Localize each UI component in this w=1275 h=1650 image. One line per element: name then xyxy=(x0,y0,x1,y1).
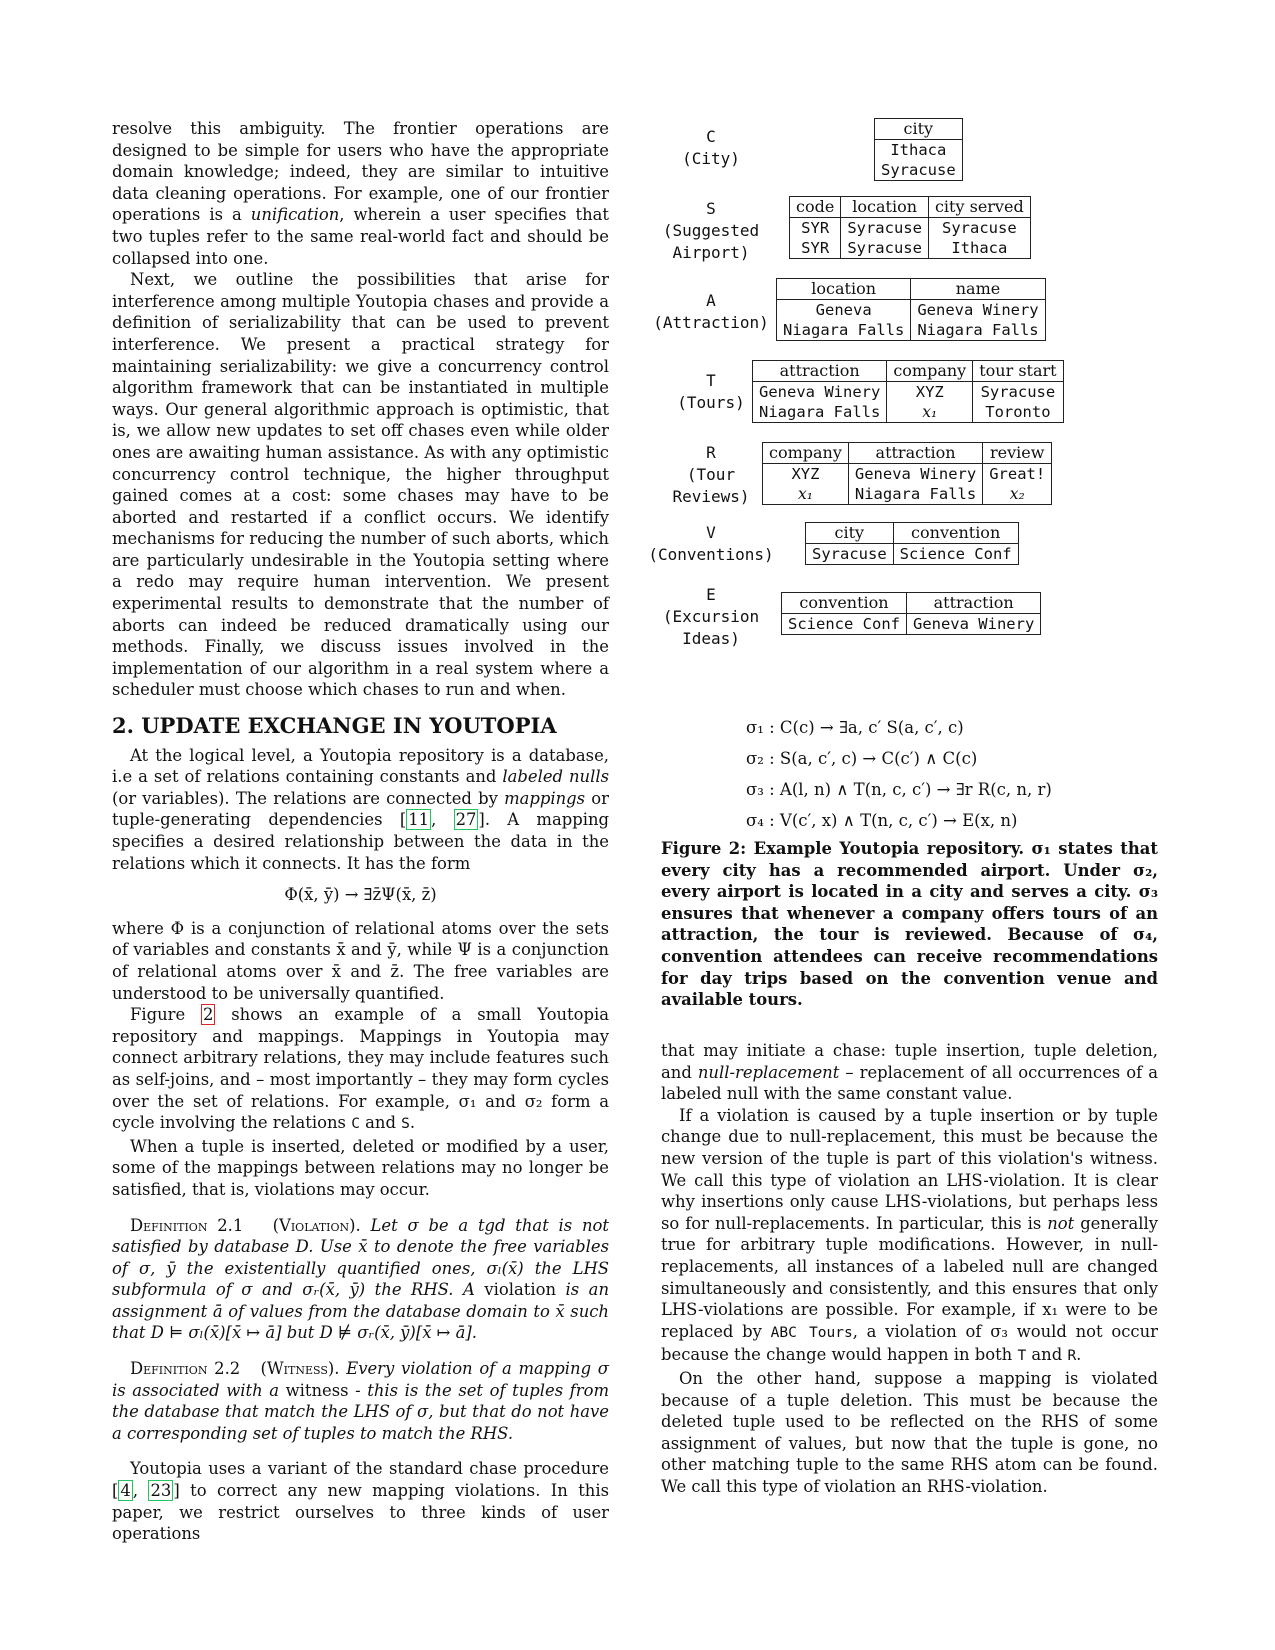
relation-label-s: S (Suggested Airport) xyxy=(662,199,760,262)
term-unification: unification xyxy=(250,205,340,225)
rule-sigma-1: σ₁ : C(c) → ∃a, c′ S(a, c′, c) xyxy=(746,718,964,737)
right-column-text xyxy=(661,1040,1158,1497)
relation-label-c: C (City) xyxy=(682,127,740,168)
paragraph-figure-ref: Figure 2 shows an example of a small Youtopia repository and mappings. Mappings in Youtopia may connect arbitrary relations, they may include features such as self-joins, and – most importantly – they may form cycles over the set of relations. For example, σ₁ and σ₂ form a cycle involving the relations C and S. xyxy=(112,1005,609,1133)
table-excursion-ideas: convention attraction Science Conf Geneva Winery xyxy=(781,592,1041,635)
table-tours: attraction company tour start Geneva Winery XYZ Syracuse Niagara Falls x₁ Toronto xyxy=(752,360,1064,423)
paragraph-interference: Next, we outline the possibilities that arise for interference among multiple Youtopia chases and provide a definition of serializability that can be used to prevent interference. We present a practical strategy for maintaining serializability: we give a concurrency control algorithm framework that can be instantiated in multiple ways. Our general algorithmic approach is optimistic, that is, we allow new updates to set off chases even while older ones are awaiting human assistance. As with any optimistic concurrency control technique, the higher throughput gained comes at a cost: some chases may have to be aborted and restarted if a conflict occurs. We identify mechanisms for reducing the number of such aborts, which are particularly undesirable in the Youtopia setting where a redo may require human intervention. We present experimental results to demonstrate that the number of aborts can indeed be reduced dramatically using our methods. Finally, we discuss issues involved in the implementation of our algorithm in a real system where a scheduler must choose which chases to run and when. xyxy=(112,270,609,700)
table-tour-reviews: company attraction review XYZ Geneva Winery Great! x₁ Niagara Falls x₂ xyxy=(762,442,1052,505)
paragraph-rhs-violation: On the other hand, suppose a mapping is violated because of a tuple deletion. This must be because the deleted tuple used to be reflected on the RHS of some assignment of values, but now that the tuple is gone, no other matching tuple to the same RHS atom can be found. We call this type of violation an RHS-violation. xyxy=(661,1368,1158,1496)
section-heading: 2. UPDATE EXCHANGE IN YOUTOPIA xyxy=(112,713,557,739)
citation-link[interactable]: 11 xyxy=(408,810,430,830)
citation-link[interactable]: 23 xyxy=(150,1481,172,1501)
paragraph-chase: Youtopia uses a variant of the standard chase procedure [ 4 , 23 ] to correct any new mapping violations. In this paper, we restrict ourselves to three kinds of user operations xyxy=(112,1459,610,1544)
relation-label-e: E (Excursion Ideas) xyxy=(662,585,760,648)
relation-label-a: A (Attraction) xyxy=(653,291,769,332)
rule-sigma-3: σ₃ : A(l, n) ∧ T(n, c, c′) → ∃r R(c, n, r) xyxy=(746,780,1052,799)
table-conventions: city convention Syracuse Science Conf xyxy=(805,522,1019,565)
paragraph-operations: that may initiate a chase: tuple insertion, tuple deletion, and null-replacement – replacement of all occurrences of a labeled null with the same constant value. xyxy=(661,1041,1159,1104)
table-attraction: location name Geneva Geneva Winery Niagara Falls Niagara Falls xyxy=(776,278,1046,341)
table-city: city Ithaca Syracuse xyxy=(874,118,963,181)
paragraph-lhs-violation: If a violation is caused by a tuple insertion or by tuple change due to null-replacement, this must be because the new version of the tuple is part of this violation's witness. We call this type of violation an LHS-violation. It is clear why insertions only cause LHS-violations, but perhaps less so for null-replacements. In particular, this is not generally true for arbitrary tuple modifications. However, in null-replacements, all instances of a labeled null are changed simultaneously and consistently, and this ensures that only LHS-violations are possible. For example, if x₁ were to be replaced by ABC Tours, a violation of σ₃ would not occur because the change would happen in both T and R. xyxy=(661,1105,1158,1365)
relation-label-t: T (Tours) xyxy=(677,371,745,412)
paragraph-logical-level: At the logical level, a Youtopia repository is a database, i.e a set of relations containing constants and labeled nulls (or variables). The relations are connected by mappings or tuple-generating dependencies [ 11 , 27 ]. A mapping specifies a desired relationship between the data in the relations which it connects. It has the form xyxy=(112,745,609,873)
table-suggested-airport: code location city served SYR Syracuse Syracuse SYR Syracuse Ithaca xyxy=(789,196,1031,259)
figure-link[interactable]: 2 xyxy=(203,1005,214,1025)
citation-link[interactable]: 27 xyxy=(455,810,477,830)
mapping-formula: Φ(x̄, ȳ) → ∃z̄Ψ(x̄, z̄) xyxy=(284,885,437,905)
left-column xyxy=(112,118,609,1545)
relation-label-v: V (Conventions) xyxy=(648,523,774,564)
definition-witness: Definition 2.2 (Witness). Every violation of a mapping σ is associated with a witness - this is the set of tuples from the database that match the LHS of σ, but that do not have a corresponding set of tuples to match the RHS. xyxy=(112,1359,609,1443)
rule-sigma-2: σ₂ : S(a, c′, c) → C(c′) ∧ C(c) xyxy=(746,749,978,768)
citation-link[interactable]: 4 xyxy=(120,1481,131,1501)
rule-sigma-4: σ₄ : V(c′, x) ∧ T(n, c, c′) → E(x, n) xyxy=(746,811,1018,830)
definition-violation: Definition 2.1 (Violation). Let σ be a tgd that is not satisfied by database D. Use x̄ to denote the free variables of σ, ȳ the existentially quantified ones, σₗ(x̄) the LHS subformula of σ and σᵣ(x̄, ȳ) the RHS. A violation is an assignment ā of values from the database domain to x̄ such that D ⊨ σₗ(x̄)[x̄ ↦ ā] but D ⊭ σᵣ(x̄, ȳ)[x̄ ↦ ā]. xyxy=(112,1215,610,1343)
paragraph-where: where Φ is a conjunction of relational atoms over the sets of variables and constants x̄ and ȳ, while Ψ is a conjunction of relational atoms over x̄ and z̄. The free variables are understood to be universally quantified. xyxy=(112,918,609,1003)
mapping-rules xyxy=(746,712,1052,836)
paragraph-violations: When a tuple is inserted, deleted or modified by a user, some of the mappings between relations may no longer be satisfied, that is, violations may occur. xyxy=(112,1136,609,1199)
paragraph-intro-end: resolve this ambiguity. The frontier operations are designed to be simple for users who have the appropriate domain knowledge; indeed, they are similar to intuitive data cleaning operations. For example, one of our frontier operations is a unification, wherein a user specifies that two tuples refer to the same real-world fact and should be collapsed into one. xyxy=(112,119,609,268)
relation-label-r: R (Tour Reviews) xyxy=(672,443,750,506)
figure-caption: Figure 2: Example Youtopia repository. σ₁ states that every city has a recommended airport. Under σ₂, every airport is located in a city and serves a city. σ₃ ensures that whenever a company offers tours of an attraction, the tour is reviewed. Because of σ₄, convention attendees can receive recommendations for day trips based on the convention venue and available tours. xyxy=(661,839,1158,1010)
